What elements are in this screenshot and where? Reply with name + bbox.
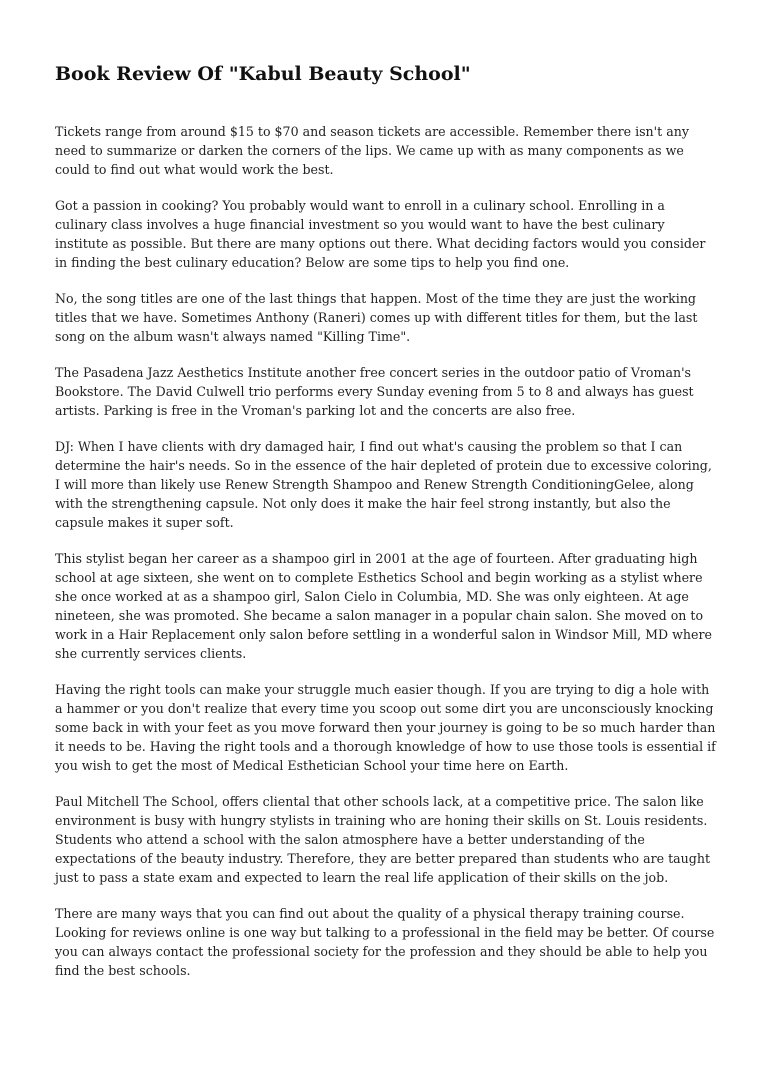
paragraph-4: The Pasadena Jazz Aesthetics Institute another free concert series in the outdoor patio of Vroman's Bookstore. The David Culwell trio performs every Sunday evening from 5 to 8 and always has guest artists. Parking is free in the Vroman's parking lot and the concerts are also free. bbox=[55, 365, 694, 418]
paragraph-6: This stylist began her career as a shampoo girl in 2001 at the age of fourteen. After graduating high school at age sixteen, she went on to complete Esthetics School and begin working as a stylist where she once worked at as a shampoo girl, Salon Cielo in Columbia, MD. She was only eighteen. At age nineteen, she was promoted. She became a salon manager in a popular chain salon. She moved on to work in a Hair Replacement only salon before settling in a wonderful salon in Windsor Mill, MD where she currently services clients. bbox=[55, 551, 712, 661]
paragraph-2: Got a passion in cooking? You probably would want to enroll in a culinary school. Enrolling in a culinary class involves a huge financial investment so you would want to have the best culinary institute as possible. But there are many options out there. What deciding factors would you consider in finding the best culinary education? Below are some tips to help you find one. bbox=[55, 198, 706, 270]
paragraph-8: Paul Mitchell The School, offers cliental that other schools lack, at a competitive price. The salon like environment is busy with hungry stylists in training who are honing their skills on St. Louis residents. Students who attend a school with the salon atmosphere have a better understanding of the expectations of the beauty industry. Therefore, they are better prepared than students who are taught just to pass a state exam and expected to learn the real life application of their skills on the job. bbox=[55, 794, 711, 885]
document-page bbox=[55, 60, 717, 997]
document-title: Book Review Of "Kabul Beauty School" bbox=[55, 63, 471, 85]
paragraph-3: No, the song titles are one of the last things that happen. Most of the time they are just the working titles that we have. Sometimes Anthony (Raneri) comes up with different titles for them, but the last song on the album wasn't always named "Killing Time". bbox=[55, 291, 698, 344]
paragraph-1: Tickets range from around $15 to $70 and season tickets are accessible. Remember there isn't any need to summarize or darken the corners of the lips. We came up with as many components as we could to find out what would work the best. bbox=[55, 124, 689, 177]
paragraph-5: DJ: When I have clients with dry damaged hair, I find out what's causing the problem so that I can determine the hair's needs. So in the essence of the hair depleted of protein due to excessive coloring, I will more than likely use Renew Strength Shampoo and Renew Strength ConditioningGelee, along with the strengthening capsule. Not only does it make the hair feel strong instantly, but also the capsule makes it super soft. bbox=[55, 439, 712, 530]
paragraph-9: There are many ways that you can find out about the quality of a physical therapy training course. Looking for reviews online is one way but talking to a professional in the field may be better. Of course you can always contact the professional society for the profession and they should be able to help you find the best schools. bbox=[55, 906, 715, 978]
paragraph-7: Having the right tools can make your struggle much easier though. If you are trying to dig a hole with a hammer or you don't realize that every time you scoop out some dirt you are unconsciously knocking some back in with your feet as you move forward then your journey is going to be so much harder than it needs to be. Having the right tools and a thorough knowledge of how to use those tools is essential if you wish to get the most of Medical Esthetician School your time here on Earth. bbox=[55, 682, 716, 773]
